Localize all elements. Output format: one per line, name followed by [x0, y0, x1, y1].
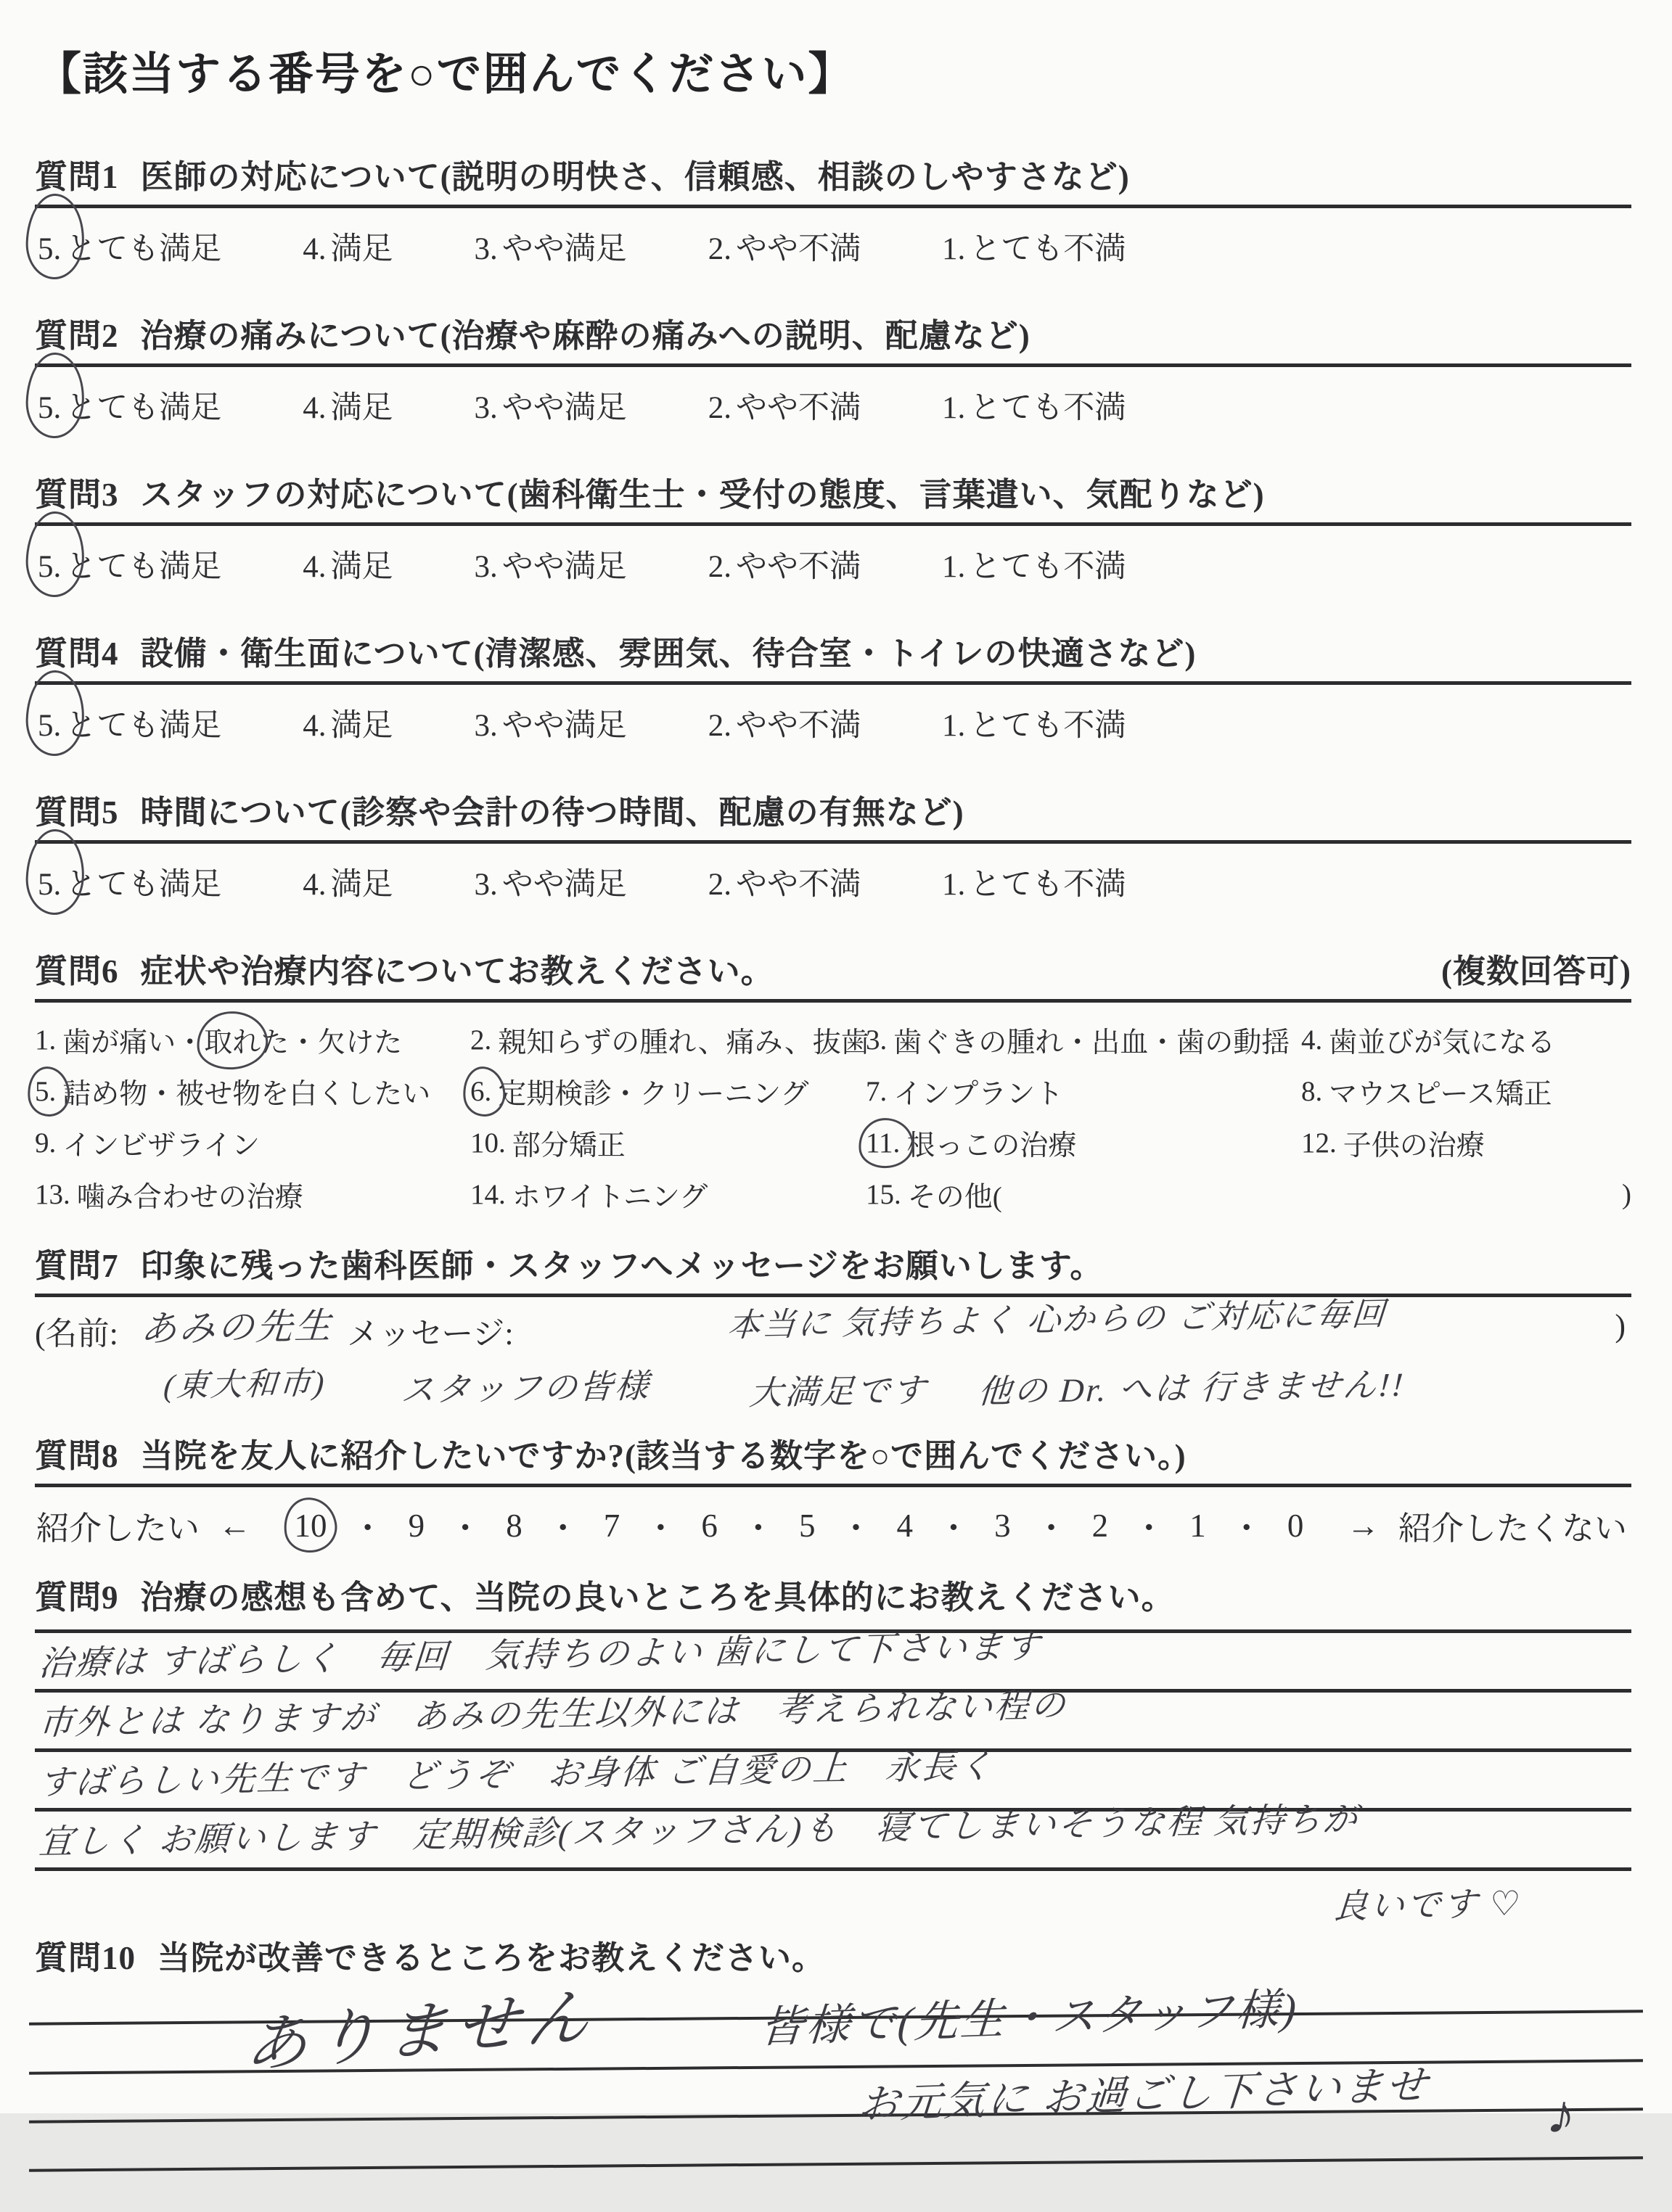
question-label: 質問5 — [35, 794, 119, 831]
handwritten-city-note: (東大和市) — [162, 1365, 328, 1404]
scale-dot: ・ — [644, 1510, 677, 1547]
question-title: 当院を友人に紹介したいですか?(該当する数字を○で囲んでください。) — [140, 1438, 1187, 1474]
scale-dot: ・ — [351, 1510, 385, 1547]
option-very-dissatisfied: 1. とても不満 — [942, 709, 1126, 743]
option-somewhat-satisfied: 3. やや満足 — [474, 709, 627, 743]
question-6-heading — [35, 945, 1631, 992]
symptom-item-14: 14. ホワイトニング — [470, 1179, 708, 1213]
options-row — [35, 208, 1631, 268]
option-somewhat-dissatisfied: 2. やや不満 — [708, 868, 861, 902]
handwritten-none: ありません — [243, 1981, 599, 2081]
handwritten-feedback-line1: 治療は すばらしく 毎回 気持ちのよい 歯にして下さいます — [37, 1627, 1043, 1683]
question-label: 質問4 — [35, 636, 119, 672]
feedback-tail — [35, 1871, 1631, 1928]
question-title: 時間について(診察や会計の待つ時間、配慮の有無など) — [140, 794, 964, 831]
symptom-item-4: 4. 歯並びが気になる — [1301, 1024, 1556, 1058]
symptom-item-9: 9. インビザライン — [35, 1127, 261, 1161]
scale-right-label: 紹介したくない — [1398, 1510, 1627, 1547]
ruled-line — [29, 2156, 1643, 2171]
handwritten-message-line1: 本当に 気持ちよく 心からの ご対応に毎回 — [726, 1296, 1388, 1344]
scale-dot: ・ — [448, 1510, 482, 1547]
option-very-satisfied: 5. とても満足 — [38, 383, 221, 427]
question-label: 質問10 — [35, 1940, 136, 1976]
symptom-item-6: 6. 定期検診・クリーニング — [470, 1066, 866, 1117]
option-somewhat-satisfied: 3. やや満足 — [474, 868, 627, 902]
question-4-heading — [35, 627, 1631, 674]
option-somewhat-satisfied: 3. やや満足 — [474, 232, 627, 266]
handwritten-message-line2a: 大満足です — [747, 1371, 929, 1412]
question-label: 質問6 — [35, 953, 119, 990]
option-very-satisfied: 5. とても満足 — [38, 860, 221, 904]
close-paren: ) — [1615, 1308, 1626, 1344]
option-very-dissatisfied: 1. とても不満 — [942, 868, 1126, 902]
question-5-heading — [35, 786, 1631, 833]
option-satisfied: 4. 満足 — [303, 868, 393, 902]
handwritten-feedback-line2: 市外とは なりますが あみの先生以外には 考えられない程の — [37, 1687, 1069, 1743]
options-row — [35, 844, 1631, 904]
symptom-item-13: 13. 噛み合わせの治療 — [35, 1179, 303, 1213]
question-8-section — [35, 1429, 1631, 1549]
page-title: 【該当する番号を○で囲んでください】 — [36, 50, 855, 99]
scale-value-8: 8 — [506, 1507, 522, 1544]
options-row — [35, 685, 1631, 745]
question-title: 治療の感想も含めて、当院の良いところを具体的にお教えください。 — [140, 1579, 1175, 1616]
symptom-item-15: 15. その他( ) — [866, 1179, 1631, 1213]
scale-value-1: 1 — [1189, 1507, 1206, 1544]
question-3-section — [35, 468, 1631, 586]
question-title: 症状や治療内容についてお教えください。 — [140, 953, 774, 990]
option-somewhat-dissatisfied: 2. やや不満 — [708, 232, 861, 266]
question-6-section — [35, 945, 1631, 1220]
handwritten-feedback-line4: 宜しく お願いします 定期検診(スタッフさん)も 寝てしまいそうな程 気持ちが — [37, 1801, 1361, 1862]
scale-value-6: 6 — [701, 1507, 718, 1544]
question-5-section — [35, 786, 1631, 904]
handwritten-message-line2b: 他の Dr. へは 行きません!! — [976, 1365, 1407, 1410]
question-title: 印象に残った歯科医師・スタッフへメッセージをお願いします。 — [140, 1248, 1104, 1284]
scale-dot: ・ — [1035, 1510, 1068, 1547]
question-7-heading — [35, 1239, 1631, 1286]
message-field — [35, 1297, 1631, 1422]
option-very-satisfied: 5. とても満足 — [38, 701, 221, 745]
question-title: 医師の対応について(説明の明快さ、信頼感、相談のしやすさなど) — [140, 159, 1130, 195]
left-arrow: ← — [218, 1507, 252, 1544]
handwritten-stay-well: お元気に お過ごし下さいませ — [856, 2063, 1431, 2128]
option-satisfied: 4. 満足 — [303, 232, 393, 266]
question-10-section — [35, 1931, 1631, 2212]
option-somewhat-dissatisfied: 2. やや不満 — [708, 391, 861, 425]
scale-dot: ・ — [1132, 1510, 1165, 1547]
symptom-options-grid — [35, 1003, 1631, 1220]
question-10-heading — [35, 1931, 1631, 1978]
question-label: 質問9 — [35, 1579, 119, 1616]
options-row — [35, 367, 1631, 427]
multi-answer-note: (複数回答可) — [1441, 953, 1631, 990]
question-title: スタッフの対応について(歯科衛生士・受付の態度、言葉遣い、気配りなど) — [140, 477, 1265, 513]
question-9-heading — [35, 1571, 1631, 1618]
scale-dot: ・ — [742, 1510, 775, 1547]
handwritten-doctor-name: あみの先生 — [139, 1305, 335, 1349]
other-close-paren: ) — [1622, 1179, 1631, 1210]
question-4-section — [35, 627, 1631, 745]
scale-value-2: 2 — [1091, 1507, 1109, 1544]
option-satisfied: 4. 満足 — [303, 391, 393, 425]
right-arrow: → — [1346, 1507, 1380, 1544]
question-label: 質問2 — [35, 318, 119, 354]
handwritten-staff-note: スタッフの皆様 — [399, 1368, 652, 1409]
option-somewhat-satisfied: 3. やや満足 — [474, 550, 627, 584]
scale-value-7: 7 — [603, 1507, 620, 1544]
question-label: 質問8 — [35, 1438, 119, 1474]
handwritten-feedback-tail: 良いです ♡ — [1332, 1885, 1524, 1926]
symptom-item-3: 3. 歯ぐきの腫れ・出血・歯の動揺 — [866, 1024, 1290, 1058]
scale-left-label: 紹介したい — [36, 1510, 200, 1547]
option-satisfied: 4. 満足 — [303, 709, 393, 743]
scale-value-0: 0 — [1287, 1507, 1304, 1544]
question-title: 治療の痛みについて(治療や麻酔の痛みへの説明、配慮など) — [140, 318, 1030, 354]
scale-value-4: 4 — [896, 1507, 914, 1544]
question-label: 質問1 — [35, 159, 119, 195]
symptom-item-5: 5. 詰め物・被せ物を白くしたい — [35, 1066, 470, 1117]
question-7-section — [35, 1239, 1631, 1422]
symptom-item-8: 8. マウスピース矯正 — [1301, 1076, 1552, 1110]
question-2-section — [35, 309, 1631, 427]
scale-value-3: 3 — [994, 1507, 1011, 1544]
question-1-heading — [35, 150, 1631, 197]
handwritten-everyone: 皆様で(先生・スタッフ様) — [758, 1985, 1300, 2052]
question-title: 当院が改善できるところをお教えください。 — [157, 1940, 826, 1976]
question-8-heading — [35, 1429, 1631, 1476]
option-very-satisfied: 5. とても満足 — [38, 224, 221, 268]
symptom-item-11: 11. 根っこの治療 — [866, 1117, 1301, 1169]
scale-dot: ・ — [546, 1510, 580, 1547]
handwritten-feedback-line3: すばらしい先生です どうぞ お身体 ご自愛の上 永長く — [37, 1748, 996, 1802]
scale-dot: ・ — [937, 1510, 970, 1547]
question-3-heading — [35, 468, 1631, 515]
scale-dot: ・ — [1230, 1510, 1263, 1547]
option-very-dissatisfied: 1. とても不満 — [942, 391, 1126, 425]
handwritten-music-note: ♪ — [1543, 2081, 1583, 2149]
option-satisfied: 4. 満足 — [303, 550, 393, 584]
question-1-section — [35, 150, 1631, 268]
scale-dot: ・ — [839, 1510, 872, 1547]
question-9-section — [35, 1571, 1631, 1928]
recommend-scale — [270, 1502, 1328, 1549]
symptom-item-10: 10. 部分矯正 — [470, 1127, 626, 1161]
improvement-field — [35, 1981, 1631, 2212]
option-very-dissatisfied: 1. とても不満 — [942, 232, 1126, 266]
symptom-item-7: 7. インプラント — [866, 1076, 1064, 1110]
option-somewhat-satisfied: 3. やや満足 — [474, 391, 627, 425]
symptom-item-2: 2. 親知らずの腫れ、痛み、抜歯 — [470, 1024, 869, 1058]
recommend-scale-row — [35, 1487, 1631, 1549]
name-field-label: (名前: — [35, 1316, 118, 1352]
scale-value-5: 5 — [798, 1507, 816, 1544]
option-very-satisfied: 5. とても満足 — [38, 542, 221, 586]
question-label: 質問7 — [35, 1248, 119, 1284]
question-label: 質問3 — [35, 477, 119, 513]
option-somewhat-dissatisfied: 2. やや不満 — [708, 709, 861, 743]
options-row — [35, 526, 1631, 586]
question-2-heading — [35, 309, 1631, 356]
symptom-item-12: 12. 子供の治療 — [1301, 1127, 1485, 1161]
scale-value-10: 10 — [295, 1507, 327, 1545]
option-very-dissatisfied: 1. とても不満 — [942, 550, 1126, 584]
message-field-label: メッセージ: — [347, 1316, 514, 1352]
ruled-line — [35, 1801, 1631, 1871]
question-title: 設備・衛生面について(清潔感、雰囲気、待合室・トイレの快適さなど) — [140, 636, 1197, 672]
scale-value-9: 9 — [408, 1507, 425, 1544]
symptom-item-1: 1. 歯が痛い・ 取れ た・欠けた — [35, 1014, 470, 1066]
option-somewhat-dissatisfied: 2. やや不満 — [708, 550, 861, 584]
feedback-lines — [35, 1629, 1631, 1871]
